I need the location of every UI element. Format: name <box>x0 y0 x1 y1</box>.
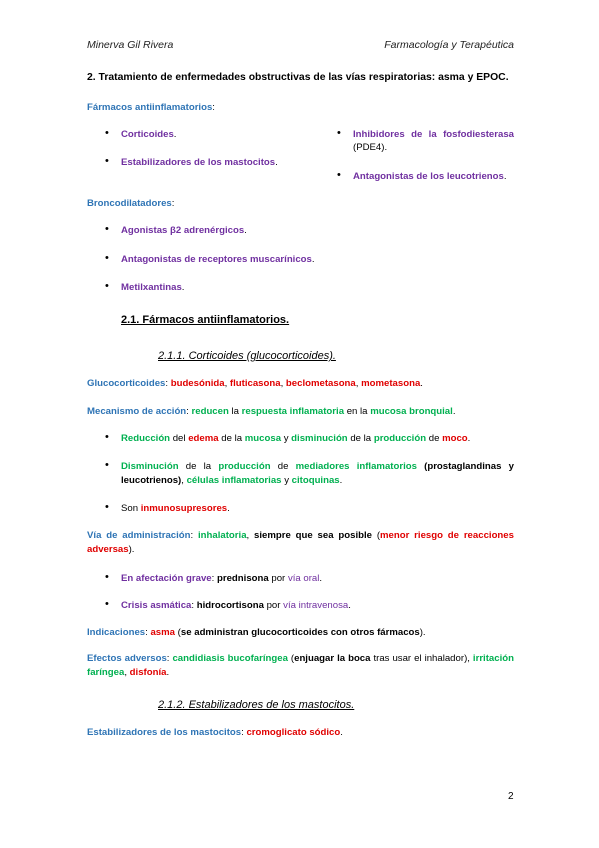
estabilizadores-line: Estabilizadores de los mastocitos: cromoglicato sódico. <box>87 727 343 738</box>
list-item: Antagonistas de receptores muscarínicos. <box>121 254 315 265</box>
list-item: Metilxantinas. <box>121 282 185 293</box>
header-subject: Farmacología y Terapéutica <box>384 39 514 51</box>
list-item: Corticoides. <box>121 129 177 140</box>
antiinflam-heading: Fármacos antiinflamatorios: <box>87 102 215 113</box>
subsection-21-title: 2.1. Fármacos antiinflamatorios. <box>121 314 290 326</box>
section-title: 2. Tratamiento de enfermedades obstructivas de las vías respiratorias: asma y EPOC. <box>87 72 509 83</box>
broncodil-heading: Broncodilatadores: <box>87 198 175 209</box>
bullet: • <box>105 501 109 513</box>
list-item: Reducción del edema de la mucosa y disminución de la producción de moco. <box>121 433 471 444</box>
bullet: • <box>105 127 109 139</box>
list-item: Estabilizadores de los mastocitos. <box>121 157 278 168</box>
efectos-line: Efectos adversos: candidiasis bucofaríngea (enjuagar la boca tras usar el inhalador), irritación faríngea, disfonía. <box>87 653 514 678</box>
bullet: • <box>105 252 109 264</box>
bullet: • <box>105 280 109 292</box>
bullet: • <box>105 155 109 167</box>
list-item: Agonistas β2 adrenérgicos. <box>121 225 247 236</box>
bullet: • <box>105 571 109 583</box>
glucocorticoides-line: Glucocorticoides: budesónida, fluticasona, beclometasona, mometasona. <box>87 378 423 389</box>
bullet: • <box>105 598 109 610</box>
subsection-211-title: 2.1.1. Corticoides (glucocorticoides). <box>158 350 336 362</box>
bullet: • <box>105 459 109 471</box>
list-item: Crisis asmática: hidrocortisona por vía intravenosa. <box>121 600 351 611</box>
bullet: • <box>105 223 109 235</box>
list-item: Son inmunosupresores. <box>121 503 230 514</box>
page-number: 2 <box>508 791 514 802</box>
mecanismo-line: Mecanismo de acción: reducen la respuesta inflamatoria en la mucosa bronquial. <box>87 406 456 417</box>
list-item: En afectación grave: prednisona por vía oral. <box>121 573 323 584</box>
header-author: Minerva Gil Rivera <box>87 39 174 51</box>
bullet: • <box>337 169 341 181</box>
list-item: Inhibidores de la fosfodiesterasa (PDE4). <box>353 129 514 153</box>
subsection-212-title: 2.1.2. Estabilizadores de los mastocitos. <box>158 699 355 711</box>
bullet: • <box>105 431 109 443</box>
via-line: Vía de administración: inhalatoria, siempre que sea posible (menor riesgo de reacciones adversas). <box>87 530 514 555</box>
list-item: Disminución de la producción de mediadores inflamatorios (prostaglandinas y leucotrienos), células inflamatorias y citoquinas. <box>121 461 514 486</box>
indicaciones-line: Indicaciones: asma (se administran glucocorticoides con otros fármacos). <box>87 627 426 638</box>
bullet: • <box>337 127 341 139</box>
list-item: Antagonistas de los leucotrienos. <box>353 171 507 182</box>
